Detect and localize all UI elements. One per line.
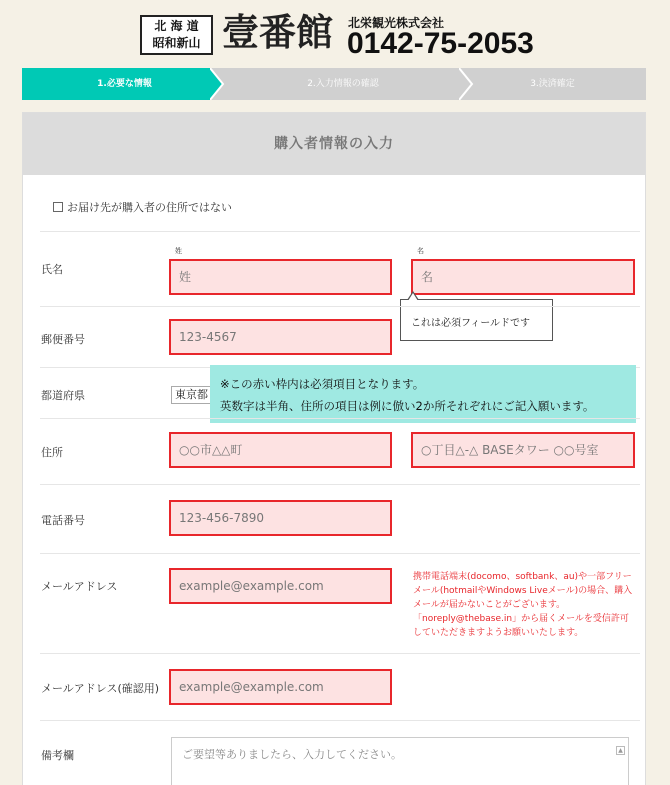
stamp-line-2: 昭和新山 [152, 36, 201, 50]
step-payment [459, 68, 646, 100]
postal-code-input[interactable]: 123-4567 [169, 319, 392, 355]
callout-line-1: ※この赤い枠内は必須項目となります。 [220, 377, 425, 391]
divider [40, 418, 640, 419]
address-street-input[interactable]: ○丁目△-△ BASEタワー ○○号室 [411, 432, 635, 468]
phone-number: 0142-75-2053 [347, 27, 534, 60]
step-1-label: 1.必要な情報 [97, 79, 152, 89]
address-city-input[interactable]: ○○市△△町 [169, 432, 392, 468]
step-2-label: 2.入力情報の確認 [307, 79, 379, 89]
required-field-tooltip: これは必須フィールドです [400, 299, 553, 341]
scroll-up-icon[interactable]: ▲ [616, 746, 625, 755]
email-label: メールアドレス [41, 580, 118, 593]
postal-code-label: 郵便番号 [41, 333, 85, 346]
last-name-caption: 姓 [175, 247, 182, 255]
prefecture-label: 都道府県 [41, 389, 85, 402]
divider [40, 306, 640, 307]
divider [40, 653, 640, 654]
step-required-info [22, 68, 227, 100]
remarks-textarea[interactable] [171, 737, 629, 785]
brand-logo: 壹番館 [222, 10, 333, 54]
different-address-checkbox[interactable] [53, 202, 63, 212]
step-3-label: 3.決済確定 [530, 79, 575, 89]
stamp-line-1: 北 海 道 [154, 19, 199, 33]
company-name: 北栄観光株式会社 [348, 16, 445, 30]
area-stamp-logo [140, 15, 213, 55]
email-input[interactable]: example@example.com [169, 568, 392, 604]
first-name-caption: 名 [417, 247, 424, 255]
header [0, 0, 670, 66]
prefecture-select[interactable]: 東京都 [171, 386, 221, 404]
address-label: 住所 [41, 446, 63, 459]
step-confirm [210, 68, 476, 100]
different-address-label: お届け先が購入者の住所ではない [67, 201, 232, 214]
email-delivery-note: 携帯電話端末(docomo、softbank、au)や一部フリーメール(hotmailやWindows Liveメール)の場合、購入メールが届かないことがございます。「noreply@thebase.in」から届くメールを受信許可していただきますようお願いいたします。 [413, 572, 633, 638]
checkout-steps [22, 68, 646, 100]
first-name-input[interactable]: 名 [411, 259, 635, 295]
divider [40, 231, 640, 232]
divider [40, 720, 640, 721]
buyer-info-panel [22, 112, 646, 785]
email-confirm-label: メールアドレス(確認用) [41, 682, 160, 695]
panel-title: 購入者情報の入力 [23, 113, 645, 175]
different-address-toggle[interactable] [53, 199, 232, 215]
divider [40, 484, 640, 485]
remarks-placeholder: ご要望等ありましたら、入力してください。 [182, 748, 402, 761]
phone-input[interactable]: 123-456-7890 [169, 500, 392, 536]
callout-line-2: 英数字は半角、住所の項目は例に倣い2か所それぞれにご記入願います。 [220, 399, 595, 413]
instruction-callout [210, 365, 636, 423]
phone-label: 電話番号 [41, 514, 85, 527]
email-confirm-input[interactable]: example@example.com [169, 669, 392, 705]
remarks-label: 備考欄 [41, 749, 74, 762]
divider [40, 553, 640, 554]
name-label: 氏名 [41, 263, 63, 276]
last-name-input[interactable]: 姓 [169, 259, 392, 295]
